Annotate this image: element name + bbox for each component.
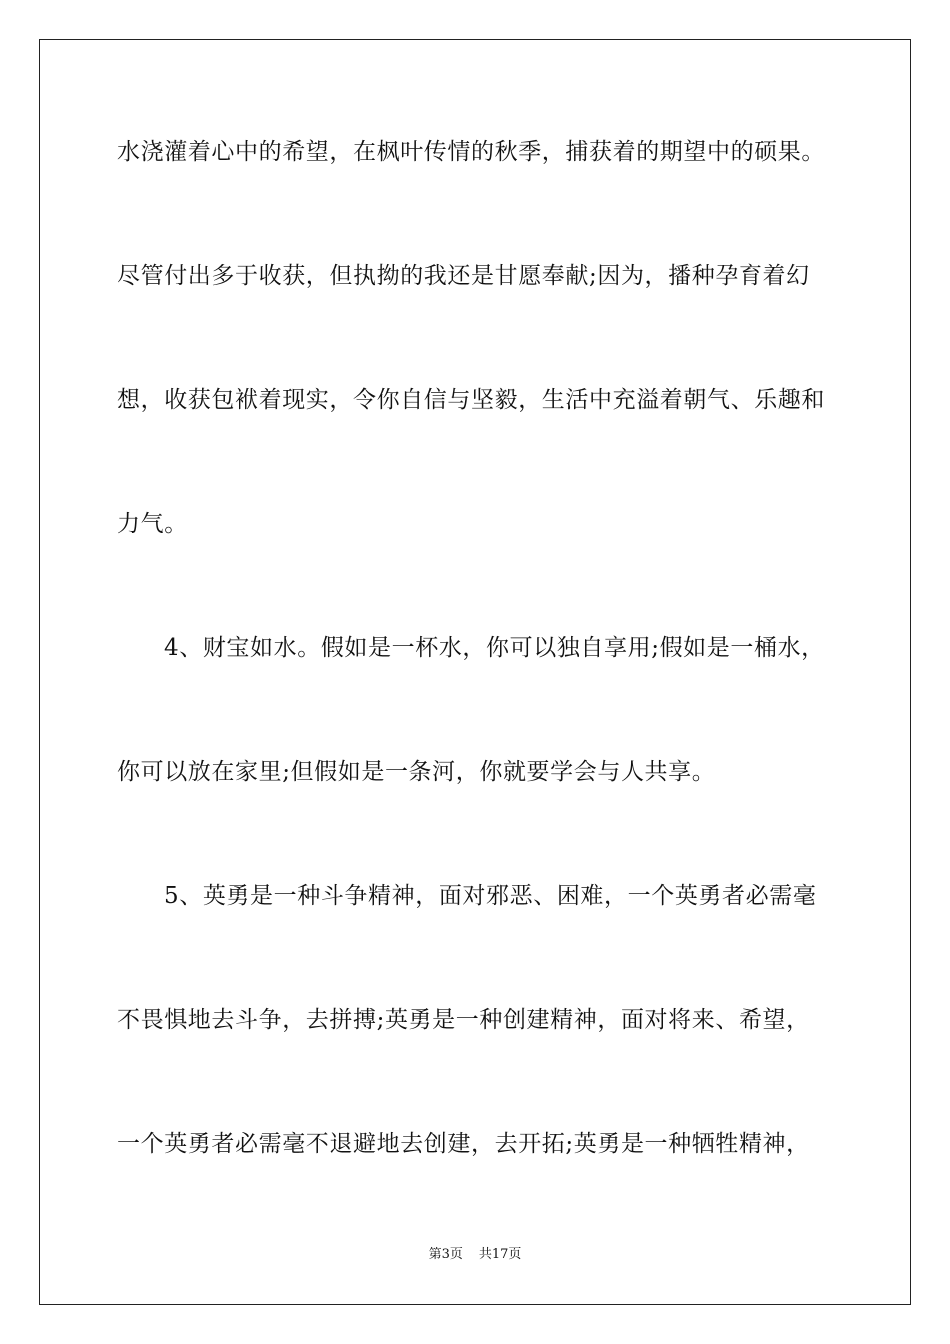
page-number: 第3页 [428,1247,463,1262]
paragraph-line: 一个英勇者必需毫不退避地去创建，去开拓;英勇是一种牺牲精神， [117,1131,810,1157]
paragraph-line: 水浇灌着心中的希望，在枫叶传情的秋季，捕获着的期望中的硕果。 [117,139,825,165]
page-footer [0,1247,950,1263]
page-border [39,39,911,1305]
paragraph-line: 5、英勇是一种斗争精神，面对邪恶、困难，一个英勇者必需毫 [164,883,817,909]
paragraph-line: 想，收获包袱着现实，令你自信与坚毅，生活中充溢着朝气、乐趣和 [117,387,825,413]
paragraph-line: 4、财宝如水。假如是一杯水，你可以独自享用;假如是一桶水， [164,635,825,661]
total-pages: 共17页 [478,1247,522,1262]
paragraph-line: 你可以放在家里;但假如是一条河，你就要学会与人共享。 [117,759,716,785]
paragraph-line: 力气。 [117,511,188,537]
paragraph-line: 尽管付出多于收获，但执拗的我还是甘愿奉献;因为，播种孕育着幻 [117,263,810,289]
paragraph-line: 不畏惧地去斗争，去拼搏;英勇是一种创建精神，面对将来、希望， [117,1007,810,1033]
